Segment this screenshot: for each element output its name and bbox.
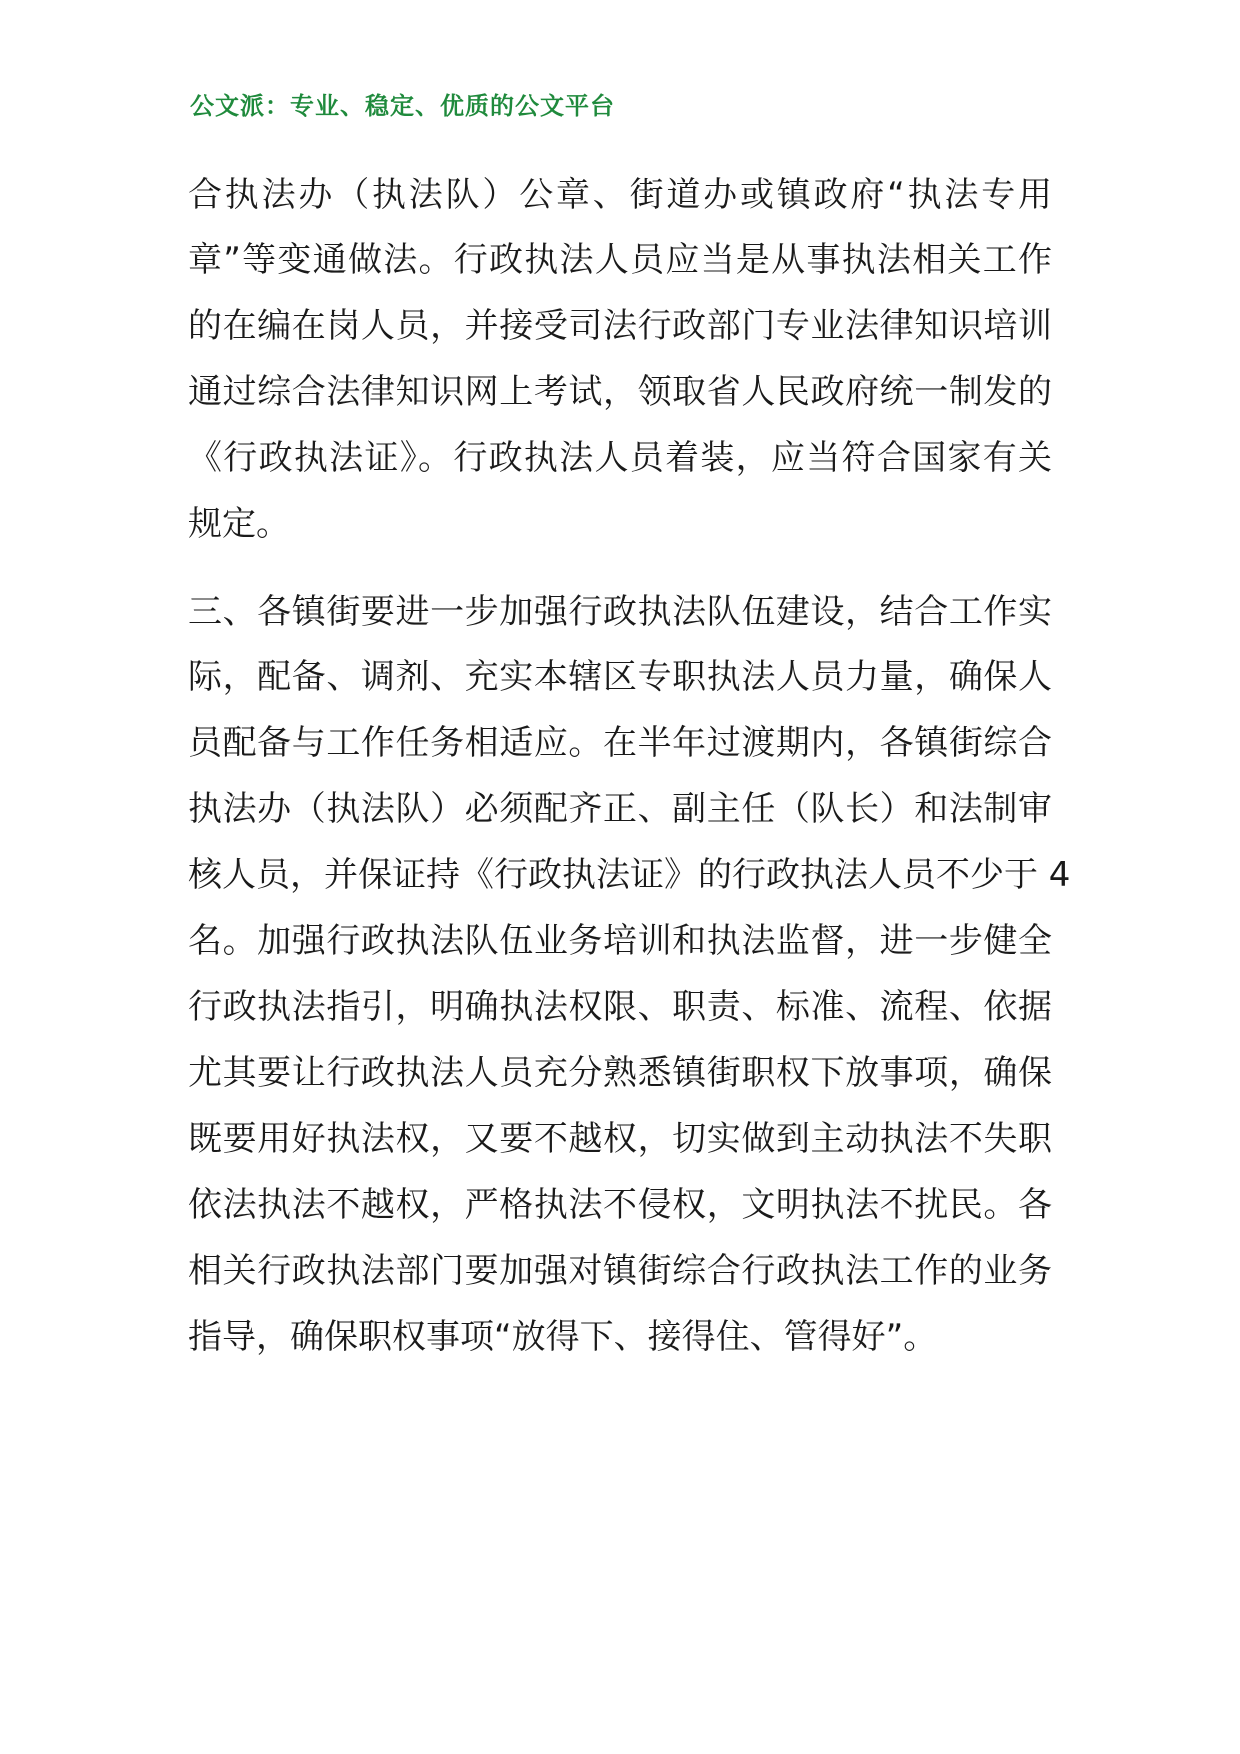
header-banner: 公文派：专业、稳定、优质的公文平台 (190, 92, 615, 120)
paragraph-1-line-6: 规定。 (188, 504, 290, 544)
paragraph-2-line-2: 际，配备、调剂、充实本辖区专职执法人员力量，确保人 (188, 657, 1052, 697)
paragraph-2-line-7: 行政执法指引，明确执法权限、职责、标准、流程、依据 (188, 987, 1052, 1027)
paragraph-2-line-5: 核人员，并保证持《行政执法证》的行政执法人员不少于 4 (188, 855, 1071, 895)
paragraph-2-line-3: 员配备与工作任务相适应。在半年过渡期内，各镇街综合 (188, 723, 1052, 763)
paragraph-1-line-3: 的在编在岗人员，并接受司法行政部门专业法律知识培训 (188, 306, 1052, 346)
paragraph-2-line-9: 既要用好执法权，又要不越权，切实做到主动执法不失职 (188, 1119, 1052, 1159)
paragraph-2-line-4: 执法办（执法队）必须配齐正、副主任（队长）和法制审 (188, 789, 1052, 829)
paragraph-1-line-2: 章”等变通做法。行政执法人员应当是从事执法相关工作 (188, 240, 1052, 280)
paragraph-2-line-8: 尤其要让行政执法人员充分熟悉镇街职权下放事项，确保 (188, 1053, 1052, 1093)
paragraph-1-line-5: 《行政执法证》。行政执法人员着装，应当符合国家有关 (188, 438, 1052, 478)
paragraph-2-line-1: 三、各镇街要进一步加强行政执法队伍建设，结合工作实 (188, 592, 1052, 632)
paragraph-1-line-4: 通过综合法律知识网上考试，领取省人民政府统一制发的 (188, 372, 1052, 412)
paragraph-1-line-1: 合执法办（执法队）公章、街道办或镇政府“执法专用 (188, 175, 1052, 215)
paragraph-2-line-11: 相关行政执法部门要加强对镇街综合行政执法工作的业务 (188, 1251, 1052, 1291)
paragraph-2-line-10: 依法执法不越权，严格执法不侵权，文明执法不扰民。各 (188, 1185, 1052, 1225)
paragraph-2-line-6: 名。加强行政执法队伍业务培训和执法监督，进一步健全 (188, 921, 1052, 961)
paragraph-2-line-12: 指导，确保职权事项“放得下、接得住、管得好”。 (188, 1317, 938, 1357)
